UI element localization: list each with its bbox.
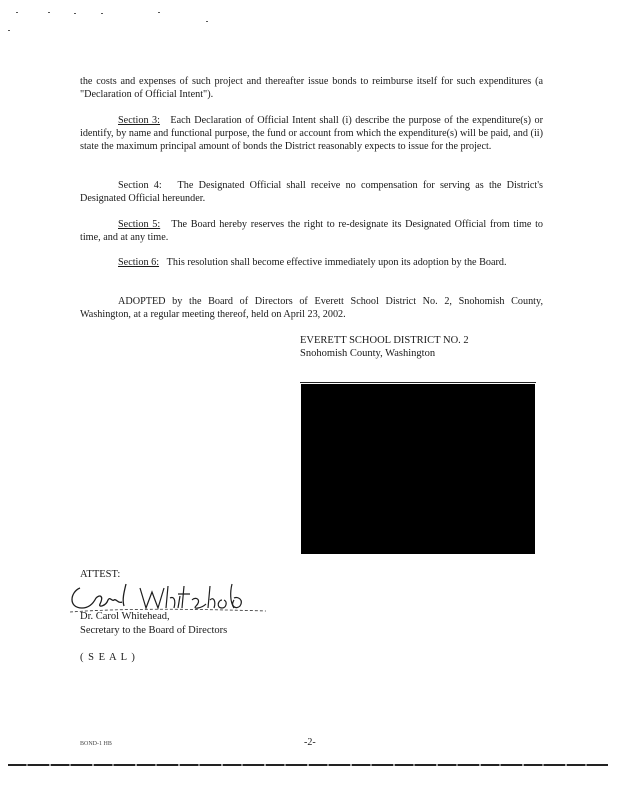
signer-title: Secretary to the Board of Directors [80,625,228,636]
footer-code: BOND-1 HB [80,741,112,747]
section-3-text: Each Declaration of Official Intent shall (i) describe the purpose of the expenditure(s) or identify, by name and functional purpose, the fund or account from which the expenditure(s) will be paid, and (ii) state the maximum principal amount of bonds the District reasonably expects to issue for the project. [80,115,543,152]
intro-text: the costs and expenses of such project and thereafter issue bonds to reimburse itself for such expenditures (a "Declaration of Official Intent"). [80,76,543,100]
seal-label: ( S E A L ) [80,652,136,663]
adopted-paragraph [80,296,543,322]
section-3-label: Section 3: [118,115,160,126]
redacted-signatures [301,384,535,554]
district-name: EVERETT SCHOOL DISTRICT NO. 2 [300,335,469,346]
section-4-paragraph [80,180,543,206]
signature-line [300,382,536,383]
signature-script-text: Carol Whitehead [68,590,75,591]
section-6-label: Section 6: [118,257,160,268]
signer-name: Dr. Carol Whitehead, [80,611,170,622]
section-6-text: This resolution shall become effective immediately upon its adoption by the Board. [166,257,507,268]
section-3-paragraph [80,115,543,153]
section-5-text: The Board hereby reserves the right to re-designate its Designated Official from time to time, and at any time. [80,219,544,243]
section-5-label: Section 5: [118,219,161,230]
page-number: -2- [304,737,316,748]
section-6-paragraph [80,257,543,270]
county-line: Snohomish County, Washington [300,348,436,359]
adopted-text: ADOPTED by the Board of Directors of Everett School District No. 2, Snohomish County, Washington, at a regular meeting thereof, held on April 23, 2002. [80,296,543,320]
section-4-text: The Designated Official shall receive no compensation for serving as the District's Designated Official hereunder. [80,180,544,204]
intro-paragraph [80,76,543,102]
section-5-paragraph [80,219,543,245]
attest-label: ATTEST: [80,569,121,580]
scan-bottom-edge [8,764,608,766]
section-4-label: Section 4: [118,180,162,191]
